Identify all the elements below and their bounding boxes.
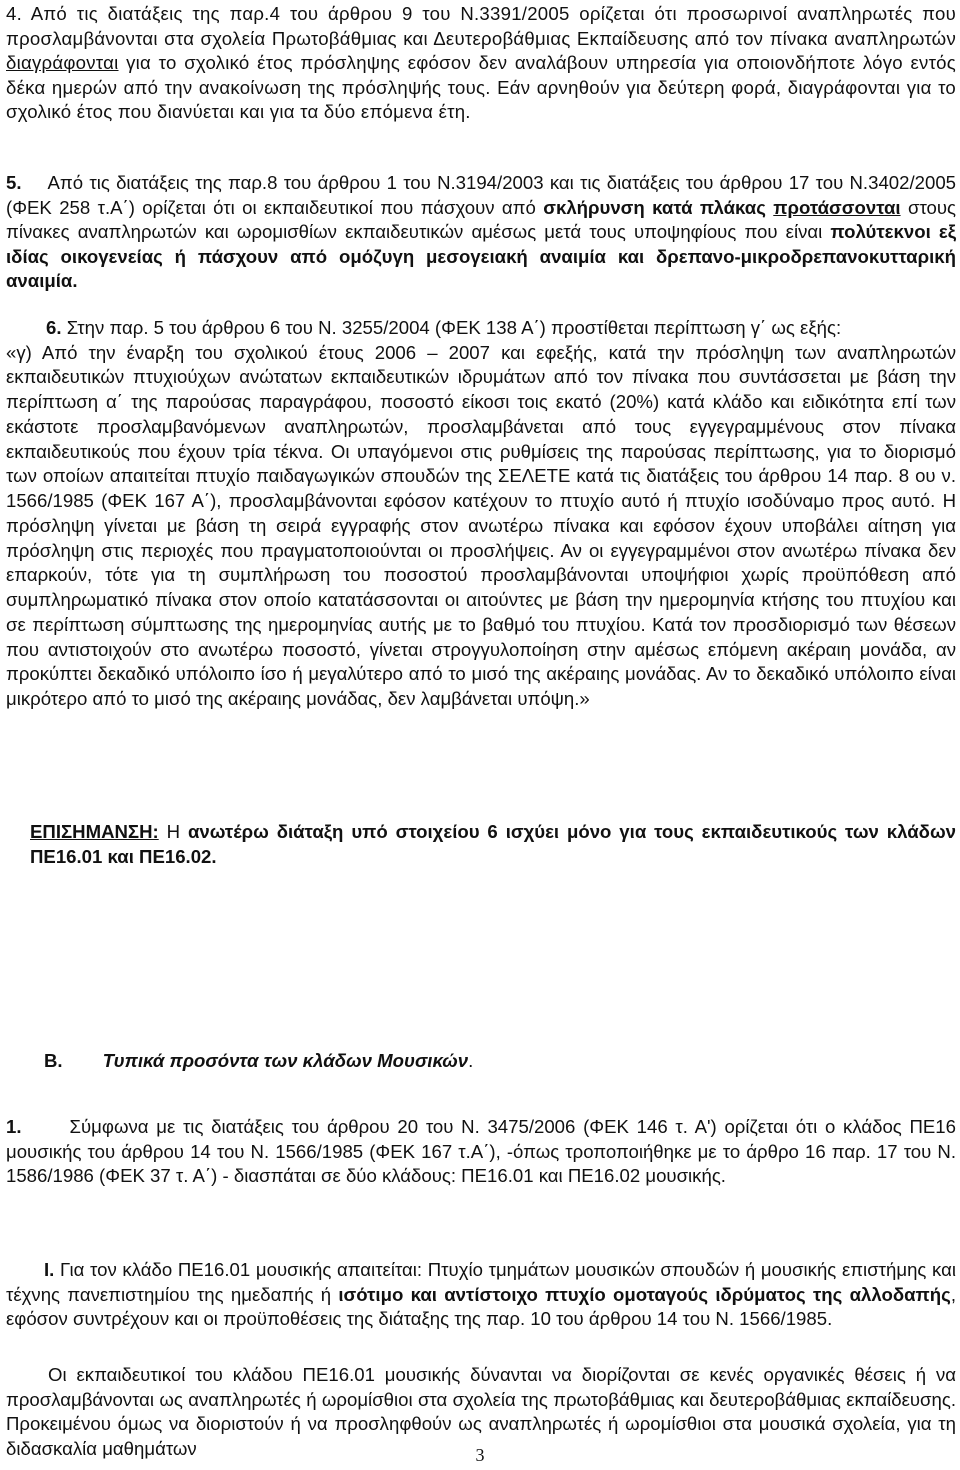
paragraph-6 xyxy=(6,316,956,712)
bold-term-isotimo: ισότιμο και αντίστοιχο πτυχίο ομοταγούς ιδρύματος της αλλοδαπής xyxy=(338,1283,951,1305)
paragraph-6-body: «γ) Από την έναρξη του σχολικού έτους 2006 – 2007 και εφεξής, κατά την πρόσληψη των αναπληρωτών εκπαιδευτικών πτυχιούχων ανώτατων εκπαιδευτικών ιδρυμάτων από τον πίνακα που συντάσσεται με βάση την περίπτωση α΄ της παρούσας παραγράφου, ποσοστό είκοσι τοις εκατό (20%) κατά κλάδο και ειδικότητα επί των εκάστοτε προσλαμβανόμενων αναπληρωτών, προσλαμβάνεται από τους εγγεγραμμένους στον πίνακα εκπαιδευτικούς που έχουν τρία τέκνα. Οι υπαγόμενοι στις ρυθμίσεις της παρούσας περίπτωσης, για το διορισμό των οποίων απαιτείται πτυχίο παιδαγωγικών σπουδών της ΣΕΛΕΤΕ κατά τις διατάξεις του άρθρου 14 παρ. 8 ου ν. 1566/1985 (ΦΕΚ 167 Α΄), προσλαμβάνονται εφόσον κατέχουν το πτυχίο αυτό ή πτυχίο ισοδύναμο προς αυτό. Η πρόσληψη γίνεται με βάση τη σειρά εγγραφής στον ανωτέρω πίνακα και εφόσον έχουν υποβάλει αίτηση για πρόσληψη στις περιοχές που πραγματοποιούνται οι προσλήψεις. Αν οι εγγεγραμμένοι στον ανωτέρω πίνακα δεν επαρκούν, τότε για τη συμπλήρωση του ποσοστού προσλαμβάνονται υποψήφιοι χωρίς προϋπόθεση από συμπληρωματικό πίνακα στον οποίο κατατάσσονται οι αιτούντες με βάση την ημερομηνία κτήσης του πτυχίου και σε περίπτωση σύμπτωσης της ημερομηνίας αυτής με το βαθμό του πτυχίου. Κατά τον προσδιορισμό των θέσεων που αντιστοιχούν στο ανωτέρω ποσοστό, γίνεται στρογγυλοποίηση στην αμέσως επόμενη ακέραιη μονάδα, αν προκύπτει δεκαδικό υπόλοιπο ίσο ή μεγαλύτερο από το μισό της ακέραιης μονάδας. Αν το δεκαδικό υπόλοιπο είναι μικρότερο από το μισό της ακέραιης μονάδας, δεν λαμβάνεται υπόψη.» xyxy=(6,341,956,710)
paragraph-5-text-c: στους πίνακες αναπληρωτών και ωρομισθίων εκπαιδευτικών αμέσως μετά τους υποψηφίους που είναι xyxy=(6,196,956,243)
notice-bold-c: ισχύει μόνο για τους εκπαιδευτικούς των κλάδων ΠΕ16.01 και ΠΕ16.02. xyxy=(30,821,957,867)
page-number: 3 xyxy=(475,1445,485,1465)
notice-label: ΕΠΙΣΗΜΑΝΣΗ: xyxy=(30,821,159,842)
paragraph-b1-i xyxy=(6,1258,956,1332)
notice-bold-b: υπό στοιχείου 6 xyxy=(351,821,498,842)
notice-paragraph: ΕΠΙΣΗΜΑΝΣΗ: Η ανωτέρω διάταξη υπό στοιχείου 6 ισχύει μόνο για τους εκπαιδευτικούς των κλάδων ΠΕ16.01 και ΠΕ16.02. xyxy=(30,821,957,867)
paragraph-6-head-text: Στην παρ. 5 του άρθρου 6 του Ν. 3255/2004 (ΦΕΚ 138 Α΄) προστίθεται περίπτωση γ΄ ως εξής: xyxy=(66,317,842,338)
paragraph-b1-i-number: Ι. xyxy=(44,1259,55,1280)
paragraph-b1 xyxy=(6,1115,956,1189)
underlined-term-diagrafontai: διαγράφονται xyxy=(6,52,119,74)
paragraph-b1-number: 1. xyxy=(6,1116,22,1137)
paragraph-4 xyxy=(6,2,956,125)
section-b-heading: Β. Τυπικά προσόντα των κλάδων Μουσικών. xyxy=(44,1050,474,1071)
paragraph-b1-i-text-a: Για τον κλάδο ΠΕ16.01 μουσικής απαιτείται: Πτυχίο τμημάτων μουσικών σπουδών ή μουσικής επιστήμης και τέχνης πανεπιστημίου της ημεδαπής ή xyxy=(6,1259,956,1305)
bold-underlined-term-protassontai: προτάσσονται xyxy=(773,196,901,218)
notice-bold-a: ανωτέρω διάταξη xyxy=(187,821,344,842)
section-b-number: Β. xyxy=(44,1050,63,1071)
paragraph-5-text-a: Από τις διατάξεις της παρ.8 του άρθρου 1 του Ν.3194/2003 και τις διατάξεις του άρθρου 17 του Ν.3402/2005 (ΦΕΚ 258 τ.Α΄) ορίζεται ότι οι εκπαιδευτικοί που πάσχουν από xyxy=(6,172,956,218)
bold-term-polyteknoi: πολύτεκνοι εξ ιδίας οικογενείας ή πάσχουν από ομόζυγη μεσογειακή αναιμία και δρεπανο-μικροδρεπανοκυτταρική αναιμία. xyxy=(6,221,956,292)
paragraph-4-text-a: 4. Από τις διατάξεις της παρ.4 του άρθρου 9 του Ν.3391/2005 ορίζεται ότι προσωρινοί αναπληρωτές που προσλαμβάνονται στα σχολεία Πρωτοβάθμιας και Δευτεροβάθμιας Εκπαίδευσης από τον πίνακα αναπληρωτών xyxy=(6,3,956,49)
paragraph-pe1601-text: Οι εκπαιδευτικοί του κλάδου ΠΕ16.01 μουσικής δύνανται να διορίζονται σε κενές οργανικές θέσεις ή να προσλαμβάνονται ως αναπληρωτές ή ωρομίσθιοι στα σχολεία της πρωτοβάθμιας και δευτεροβάθμιας εκπαίδευσης. Προκειμένου όμως να διοριστούν ή να προσληφθούν ως αναπληρωτές ή ωρομίσθιοι στα μουσικά σχολεία, για τη διδασκαλία μαθημάτων xyxy=(6,1364,956,1459)
paragraph-5 xyxy=(6,171,956,294)
paragraph-6-number: 6. xyxy=(46,317,62,338)
paragraph-6-heading xyxy=(6,316,956,341)
paragraph-5-number: 5. xyxy=(6,172,22,193)
section-b-title: Τυπικά προσόντα των κλάδων Μουσικών xyxy=(102,1050,469,1071)
paragraph-b1-text: Σύμφωνα με τις διατάξεις του άρθρου 20 του Ν. 3475/2006 (ΦΕΚ 146 τ. Α') ορίζεται ότι ο κλάδος ΠΕ16 μουσικής του άρθρου 14 του Ν. 1566/1985 (ΦΕΚ 167 τ.Α΄), -όπως τροποποιήθηκε με το άρθρο 16 παρ. 17 του Ν. 1586/1986 (ΦΕΚ 37 τ. Α΄) - διασπάται σε δύο κλάδους: ΠΕ16.01 και ΠΕ16.02 μουσικής. xyxy=(6,1116,956,1187)
bold-term-sklirynsi: σκλήρυνση κατά πλάκας xyxy=(543,196,766,218)
paragraph-4-text-b: για το σχολικό έτος πρόσληψης εφόσον δεν αναλάβουν υπηρεσία για οποιονδήποτε λόγο εντός δέκα ημερών από την ανακοίνωση της πρόσληψής τους. Εάν αρνηθούν για δεύτερη φορά, διαγράφονται για το σχολικό έτος που διανύεται και για τα δύο επόμενα έτη. xyxy=(6,52,956,123)
paragraph-b1-i-text-c: , εφόσον συντρέχουν και οι προϋποθέσεις της διάταξης της παρ. 10 του άρθρου 14 του Ν. 1566/1985. xyxy=(6,1283,956,1330)
